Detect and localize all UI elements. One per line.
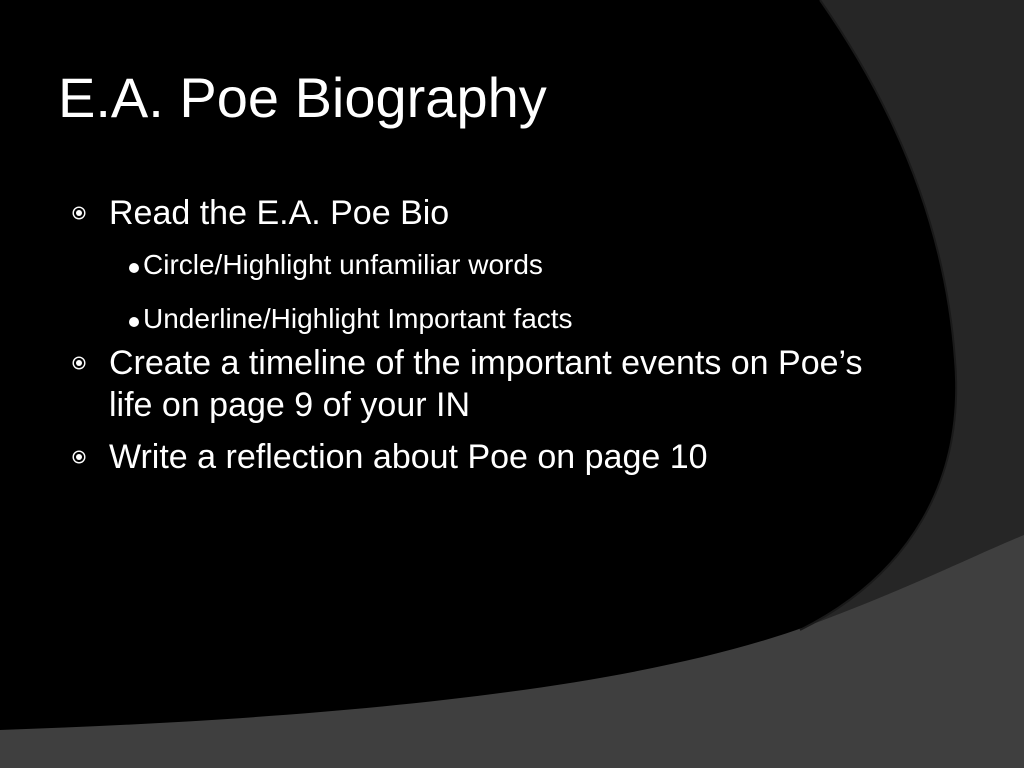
dot-bullet-icon xyxy=(129,317,139,327)
target-circle-bullet-icon xyxy=(72,356,86,370)
slide-title: E.A. Poe Biography xyxy=(58,66,547,129)
target-circle-bullet-icon xyxy=(72,206,86,220)
sub-bullet-item xyxy=(109,302,912,336)
bullet-item-read-bio xyxy=(72,192,912,336)
bullet-text: Write a reflection about Poe on page 10 xyxy=(109,438,708,476)
bullet-text: Create a timeline of the important events on Poe’s life on page 9 of your IN xyxy=(109,344,863,424)
bullet-item-reflection xyxy=(72,436,912,478)
sub-bullet-list xyxy=(109,248,912,336)
sub-bullet-text: Underline/Highlight Important facts xyxy=(143,303,573,334)
target-circle-bullet-icon xyxy=(72,450,86,464)
bullet-item-timeline xyxy=(72,342,912,426)
bullet-text: Read the E.A. Poe Bio xyxy=(109,194,450,232)
sub-bullet-item xyxy=(109,248,912,282)
bullet-list xyxy=(72,192,912,478)
dot-bullet-icon xyxy=(129,263,139,273)
sub-bullet-text: Circle/Highlight unfamiliar words xyxy=(143,249,543,280)
